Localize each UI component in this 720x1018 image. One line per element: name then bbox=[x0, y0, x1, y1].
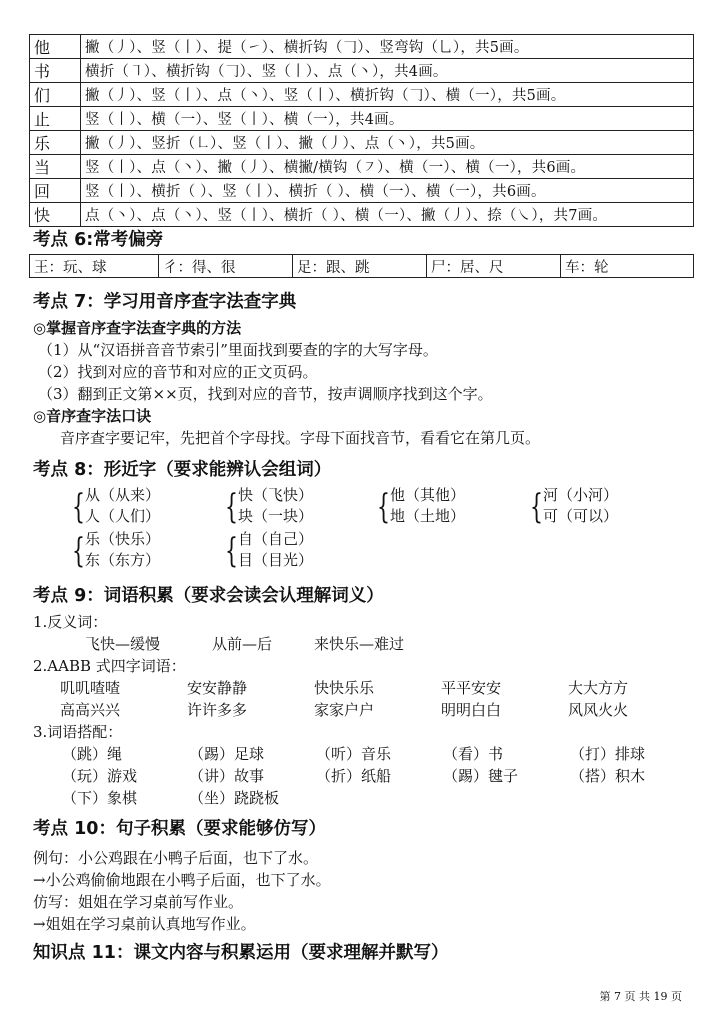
character-cell: 回 bbox=[30, 179, 81, 203]
page-number: 第 7 页 共 19 页 bbox=[599, 990, 682, 1003]
radical-cell: 车：轮 bbox=[561, 255, 694, 278]
similar-char-word: 可（可以） bbox=[543, 507, 619, 525]
antonym-pair: 来快乐—难过 bbox=[314, 635, 405, 653]
character-cell: 快 bbox=[30, 203, 81, 227]
similar-char-word: 人（人们） bbox=[85, 507, 161, 525]
aabb-word: 大大方方 bbox=[568, 679, 629, 697]
aabb-word: 明明白白 bbox=[441, 701, 502, 719]
character-cell: 乐 bbox=[30, 131, 81, 155]
similar-char-word: 快（飞快） bbox=[238, 486, 314, 504]
sentence-line: →小公鸡偷偷地跟在小鸭子后面，也下了水。 bbox=[33, 871, 331, 889]
collocation-item: （打）排球 bbox=[570, 745, 646, 763]
similar-char-word: 乐（快乐） bbox=[85, 530, 161, 548]
section-9-heading: 考点 9：词语积累（要求会读会认理解词义） bbox=[33, 586, 384, 606]
section-10-heading: 考点 10：句子积累（要求能够仿写） bbox=[33, 819, 326, 839]
brace-mark: { bbox=[72, 487, 85, 527]
step-line: （2）找到对应的音节和对应的正文页码。 bbox=[38, 363, 318, 381]
character-cell: 书 bbox=[30, 59, 81, 83]
method-subheading: ◎掌握音序查字法查字典的方法 bbox=[33, 319, 242, 337]
collocation-item: （折）纸船 bbox=[316, 767, 392, 785]
character-cell: 们 bbox=[30, 83, 81, 107]
aabb-word: 高高兴兴 bbox=[60, 701, 121, 719]
section-11-heading: 知识点 11：课文内容与积累运用（要求理解并默写） bbox=[33, 943, 449, 963]
similar-char-word: 地（土地） bbox=[390, 507, 466, 525]
aabb-word: 叽叽喳喳 bbox=[60, 679, 121, 697]
table-row bbox=[30, 255, 694, 278]
table-row bbox=[30, 203, 694, 227]
collocation-item: （下）象棋 bbox=[62, 789, 138, 807]
aabb-label: 2.AABB 式四字词语： bbox=[33, 657, 186, 675]
table-row bbox=[30, 83, 694, 107]
brace-mark: { bbox=[225, 487, 238, 527]
stroke-cell: 撇（丿）、竖（丨）、提（㇀）、横折钩（𠃌）、竖弯钩（乚），共5画。 bbox=[81, 35, 694, 59]
aabb-word: 风风火火 bbox=[568, 701, 629, 719]
radical-cell: 王：玩、球 bbox=[30, 255, 159, 278]
collocation-item: （踢）毽子 bbox=[443, 767, 519, 785]
brace-mark: { bbox=[377, 487, 390, 527]
section-6-heading: 考点 6:常考偏旁 bbox=[33, 230, 164, 250]
step-line: （1）从“汉语拼音音节索引”里面找到要查的字的大写字母。 bbox=[38, 341, 438, 359]
table-row bbox=[30, 131, 694, 155]
stroke-cell: 竖（丨）、点（丶）、撇（丿）、横撇/横钩（㇇）、横（一）、横（一），共6画。 bbox=[81, 155, 694, 179]
radical-cell: 彳：得、很 bbox=[159, 255, 293, 278]
stroke-cell: 横折（㇕）、横折钩（𠃌）、竖（丨）、点（丶），共4画。 bbox=[81, 59, 694, 83]
collocation-item: （踢）足球 bbox=[189, 745, 265, 763]
stroke-cell: 点（丶）、点（丶）、竖（丨）、横折（ ）、横（一）、撇（丿）、捺（㇏），共7画。 bbox=[81, 203, 694, 227]
stroke-order-table bbox=[29, 34, 694, 227]
collocation-item: （搭）积木 bbox=[570, 767, 646, 785]
sentence-line: →姐姐在学习桌前认真地写作业。 bbox=[33, 915, 256, 933]
antonym-pair: 飞快—缓慢 bbox=[85, 635, 161, 653]
similar-char-word: 东（东方） bbox=[85, 551, 161, 569]
stroke-cell: 撇（丿）、竖折（㇗）、竖（丨）、撇（丿）、点（丶），共5画。 bbox=[81, 131, 694, 155]
antonym-label: 1.反义词： bbox=[33, 613, 108, 631]
collocation-item: （跳）绳 bbox=[62, 745, 123, 763]
aabb-word: 安安静静 bbox=[187, 679, 248, 697]
stroke-cell: 竖（丨）、横（一）、竖（丨）、横（一），共4画。 bbox=[81, 107, 694, 131]
sentence-line: 例句：小公鸡跟在小鸭子后面，也下了水。 bbox=[33, 849, 319, 867]
section-7-heading: 考点 7：学习用音序查字法查字典 bbox=[33, 292, 297, 312]
brace-mark: { bbox=[530, 487, 543, 527]
similar-char-word: 目（目光） bbox=[238, 551, 314, 569]
collocation-item: （看）书 bbox=[443, 745, 504, 763]
similar-char-word: 他（其他） bbox=[390, 486, 466, 504]
collocation-item: （听）音乐 bbox=[316, 745, 392, 763]
aabb-word: 许许多多 bbox=[187, 701, 248, 719]
section-8-heading: 考点 8：形近字（要求能辨认会组词） bbox=[33, 460, 332, 480]
table-row bbox=[30, 35, 694, 59]
similar-char-word: 块（一块） bbox=[238, 507, 314, 525]
table-row bbox=[30, 107, 694, 131]
radical-cell: 尸：居、尺 bbox=[427, 255, 561, 278]
collocation-item: （玩）游戏 bbox=[62, 767, 138, 785]
brace-mark: { bbox=[72, 531, 85, 571]
collocation-item: （坐）跷跷板 bbox=[189, 789, 280, 807]
radical-cell: 足：跟、跳 bbox=[293, 255, 427, 278]
rhyme-line: 音序查字要记牢，先把首个字母找。字母下面找音节，看看它在第几页。 bbox=[60, 429, 541, 447]
radicals-table bbox=[29, 254, 694, 278]
stroke-cell: 撇（丿）、竖（丨）、点（丶）、竖（丨）、横折钩（𠃌）、横（一），共5画。 bbox=[81, 83, 694, 107]
aabb-word: 平平安安 bbox=[441, 679, 502, 697]
character-cell: 他 bbox=[30, 35, 81, 59]
similar-char-word: 河（小河） bbox=[543, 486, 619, 504]
character-cell: 当 bbox=[30, 155, 81, 179]
table-row bbox=[30, 179, 694, 203]
similar-char-word: 自（自己） bbox=[238, 530, 314, 548]
table-row bbox=[30, 59, 694, 83]
antonym-pair: 从前—后 bbox=[212, 635, 273, 653]
collocation-label: 3.词语搭配： bbox=[33, 723, 123, 741]
table-row bbox=[30, 155, 694, 179]
aabb-word: 快快乐乐 bbox=[314, 679, 375, 697]
brace-mark: { bbox=[225, 531, 238, 571]
sentence-line: 仿写：姐姐在学习桌前写作业。 bbox=[33, 893, 244, 911]
character-cell: 止 bbox=[30, 107, 81, 131]
rhyme-subheading: ◎音序查字法口诀 bbox=[33, 407, 152, 425]
collocation-item: （讲）故事 bbox=[189, 767, 265, 785]
stroke-cell: 竖（丨）、横折（ ）、竖（丨）、横折（ ）、横（一）、横（一），共6画。 bbox=[81, 179, 694, 203]
aabb-word: 家家户户 bbox=[314, 701, 375, 719]
similar-char-word: 从（从来） bbox=[85, 486, 161, 504]
step-line: （3）翻到正文第××页，找到对应的音节，按声调顺序找到这个字。 bbox=[38, 385, 493, 403]
